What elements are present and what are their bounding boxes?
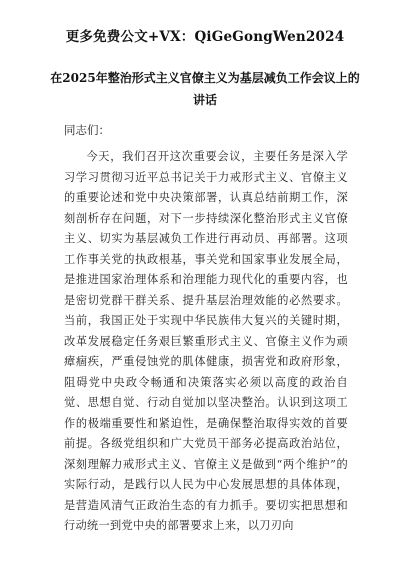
watermark-header: 更多免费公文+VX：QiGeGongWen2024: [65, 29, 345, 45]
greeting: 同志们：: [64, 123, 110, 137]
body-paragraph: 今天，我们召开这次重要会议，主要任务是深入学习学习贯彻习近平总书记关于力戒形式主义、官僚主义的重要论述和党中央决策部署，认真总结前期工作，深刻剖析存在问题，对下一步持续深化整治形式主义官僚主义、切实为基层减负工作进行再动员、再部署。这项工作事关党的执政根基，事关党和国家事业发展全局，是推进国家治理体系和治理能力现代化的重要内容，也是密切党群干群关系、提升基层治理效能的必然要求。当前，我国正处于实现中华民族伟大复兴的关键时期，改革发展稳定任务艰巨繁重形式主义、官僚主义作为顽瘴痼疾，严重侵蚀党的肌体健康，损害党和政府形象，阻碍党中央政令畅通和决策落实必须以高度的政治自觉、思想自觉、行动自觉加以坚决整治。认识到这项工作的极端重要性和紧迫性，是确保整治取得实效的首要前提。各级党组织和广大党员干部务必提高政治站位，深刻理解力戒形式主义、官僚主义是做到“两个维护”的实际行动，是践行以人民为中心发展思想的具体体现，是营造风清气正政治生态的有力抓手。要切实把思想和行动统一到党中央的部署要求上来，以刀刃向: [64, 150, 348, 532]
document-title: 在2025年整治形式主义官僚主义为基层减负工作会议上的讲话: [50, 71, 360, 107]
